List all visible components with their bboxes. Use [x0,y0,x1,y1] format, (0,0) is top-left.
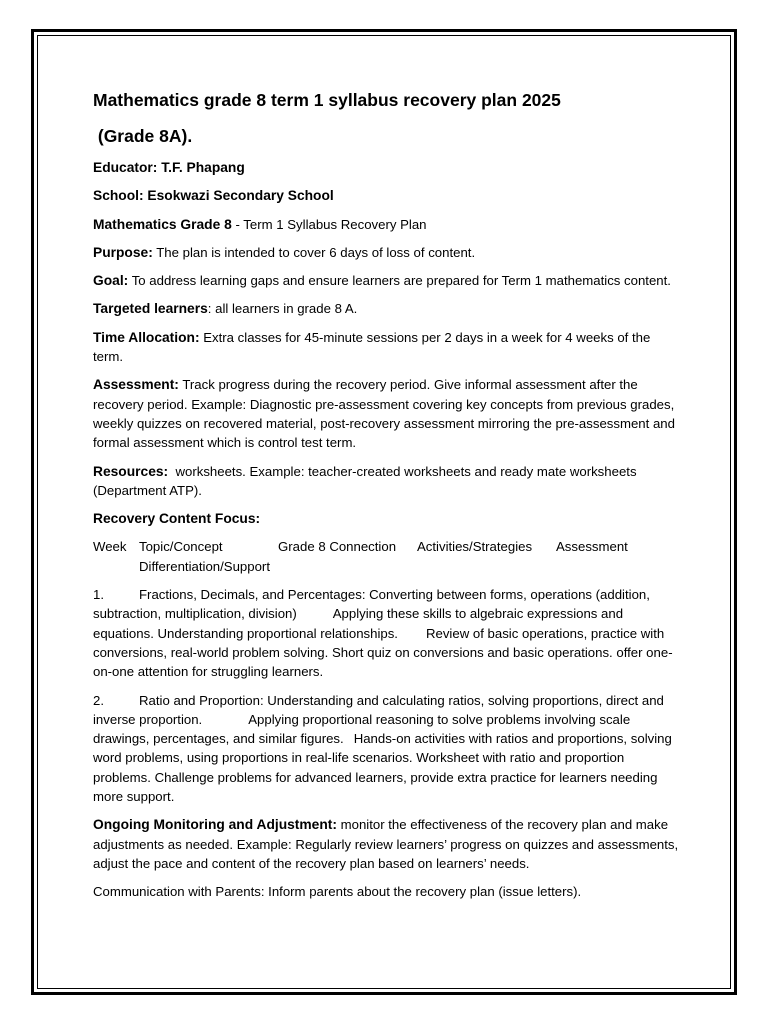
resources-label: Resources: [93,463,169,479]
goal-text: To address learning gaps and ensure learners are prepared for Term 1 mathematics content. [128,273,671,289]
targeted-paragraph [93,299,683,318]
time-allocation-paragraph [93,328,683,367]
assessment-text: Track progress during the recovery period. Give informal assessment after the recovery period. Example: Diagnostic pre-assessment covering key concepts from previous grades, weekly quizzes on recovered material, post-recovery assessment mirroring the pre-assessment and formal assessment which is control test term. [93,377,675,451]
communication-paragraph: Communication with Parents: Inform parents about the recovery plan (issue letters). [93,884,582,900]
row-topic: Ratio and Proportion: Understanding and calculating ratios, solving proportions, direct and inverse proportion. [93,692,664,727]
document-title: Mathematics grade 8 term 1 syllabus recovery plan 2025 [93,90,561,110]
document-body [93,88,683,902]
assessment-label: Assessment: [93,377,179,393]
goal-paragraph [93,271,683,290]
purpose-text: The plan is intended to cover 6 days of loss of content. [152,244,476,260]
assessment-paragraph [93,375,683,452]
header-connection: Grade 8 Connection [278,539,397,555]
row-number: 1. [93,587,104,603]
row-activities: Review of basic operations, practice with conversions, real-world problem solving. Short quiz on conversions and basic operations. offer one-on-one attention for struggling learners. [93,625,673,680]
row-connection: Applying proportional reasoning to solve problems involving scale drawings, percentages, and similar figures. [93,711,631,747]
header-activities: Activities/Strategies [417,539,533,555]
school-line: School: Esokwazi Secondary School [93,188,334,204]
monitoring-label: Ongoing Monitoring and Adjustment: [93,817,337,833]
purpose-label: Purpose: [93,244,153,260]
row-activities: Hands-on activities with ratios and proportions, solving word problems, using proportions in real-life scenarios. Worksheet with ratio and proportion problems. Challenge problems for advanced learners, provide extra practice for learners needing more support. [93,731,672,805]
table-header [93,537,683,576]
plan-heading-bold: Mathematics Grade 8 [93,216,232,232]
monitoring-text: monitor the effectiveness of the recovery plan and make adjustments as needed. Example: Regularly review learners’ progress on quizzes and assessments, adjust the pace and content of the recovery plan based on learners’ needs. [93,817,679,871]
row-number: 2. [93,692,104,708]
resources-text: worksheets. Example: teacher-created worksheets and ready mate worksheets (Department ATP). [93,463,641,498]
table-header-line [93,539,628,554]
plan-heading [93,215,683,234]
time-allocation-label: Time Allocation: [93,329,200,345]
document-subtitle: (Grade 8A). [93,126,193,146]
row-topic: Fractions, Decimals, and Percentages: Converting between forms, operations (addition, subtraction, multiplication, division) [93,587,650,622]
header-assessment: Assessment [556,539,628,555]
educator-line: Educator: T.F. Phapang [93,160,245,175]
table-row [93,691,683,807]
recovery-focus-heading: Recovery Content Focus: [93,511,261,527]
header-topic: Topic/Concept [139,539,223,555]
header-week: Week [93,539,127,555]
table-row [93,585,683,681]
targeted-text: : all learners in grade 8 A. [207,301,358,317]
header-differentiation: Differentiation/Support [139,558,270,574]
plan-heading-text: - Term 1 Syllabus Recovery Plan [231,216,427,232]
purpose-paragraph [93,243,683,262]
row-connection: Applying these skills to algebraic expressions and equations. Understanding proportional relationships. [93,606,624,641]
time-allocation-text: Extra classes for 45-minute sessions per 2 days in a week for 4 weeks of the term. [93,329,651,365]
resources-paragraph [93,462,683,501]
monitoring-paragraph [93,815,683,873]
goal-label: Goal: [93,273,129,289]
targeted-label: Targeted learners [93,301,208,317]
